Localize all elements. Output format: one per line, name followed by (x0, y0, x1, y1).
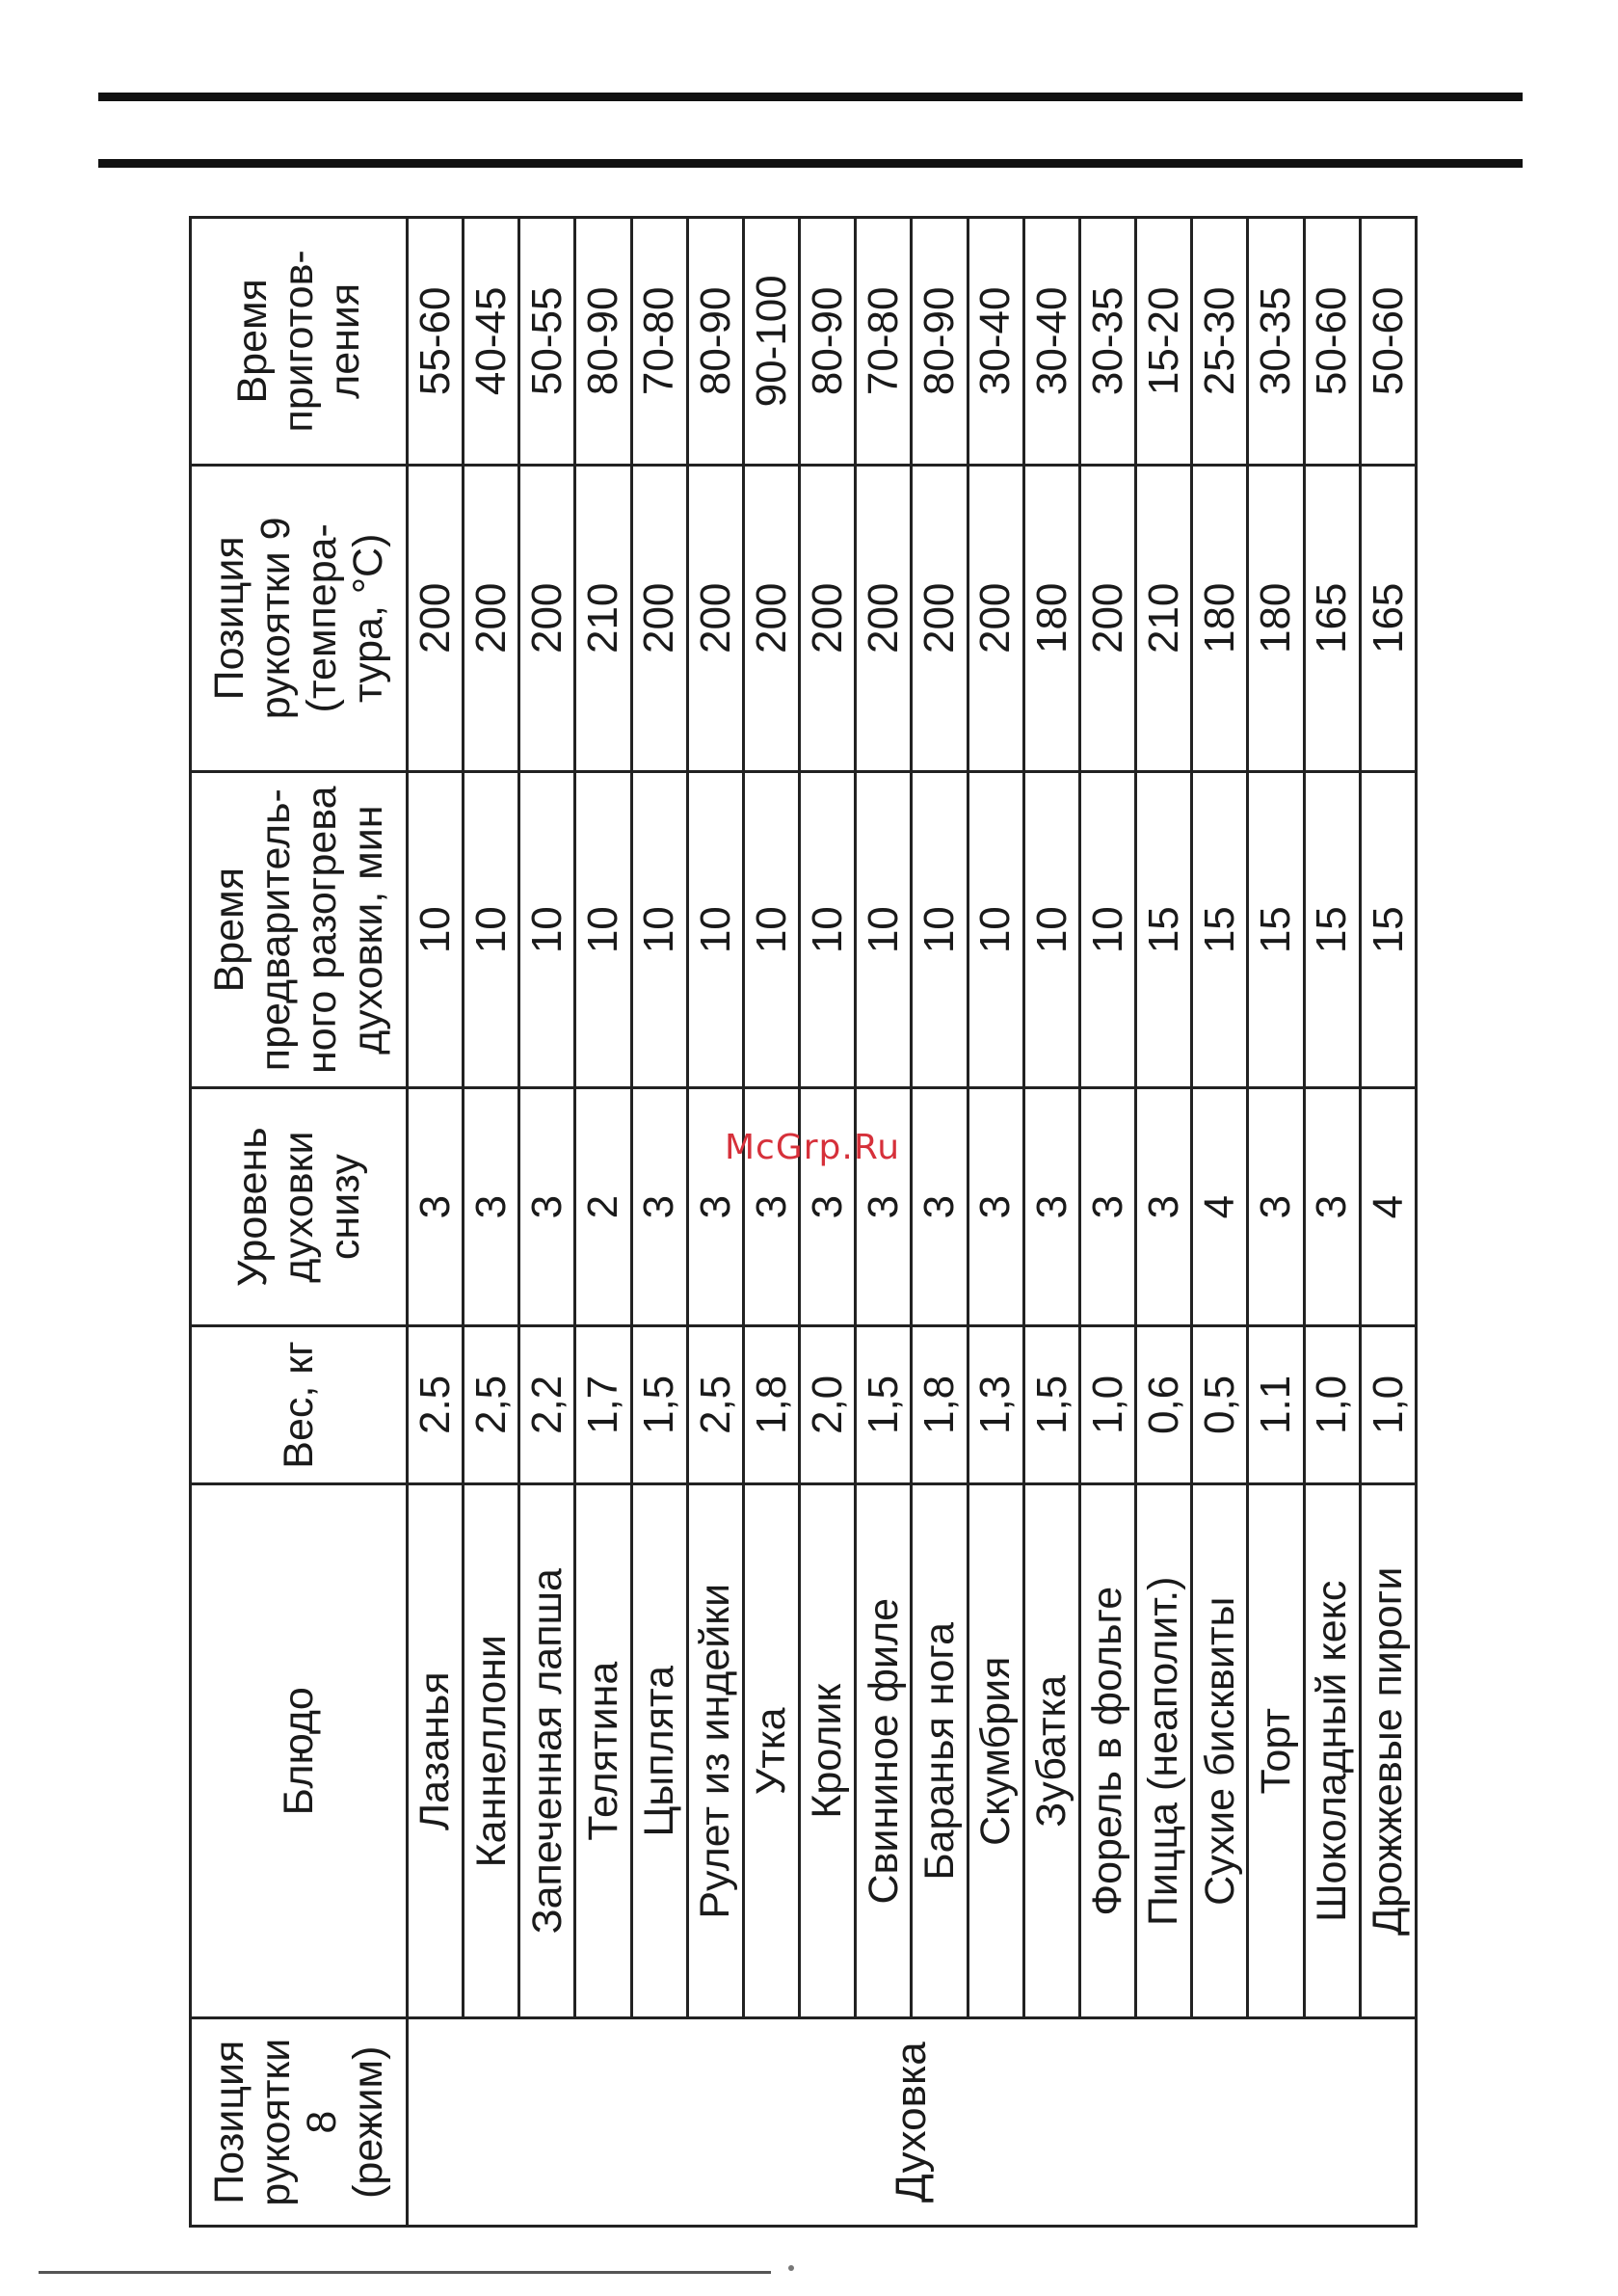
temperature-cell: 200 (464, 465, 519, 771)
header-weight: Вес, кг (191, 1325, 408, 1483)
time-cell: 80-90 (912, 218, 968, 466)
level-cell: 3 (1023, 1088, 1079, 1325)
time-cell: 30-35 (1079, 218, 1135, 466)
temperature-cell: 200 (631, 465, 687, 771)
preheat-cell: 10 (408, 771, 464, 1088)
dish-cell: Телятина (575, 1484, 631, 2018)
level-cell: 3 (1079, 1088, 1135, 1325)
temperature-cell: 200 (856, 465, 912, 771)
time-cell: 25-30 (1192, 218, 1248, 466)
weight-cell: 1,0 (1360, 1325, 1416, 1483)
level-cell: 3 (968, 1088, 1023, 1325)
time-cell: 50-60 (1360, 218, 1416, 466)
weight-cell: 1,8 (912, 1325, 968, 1483)
temperature-cell: 200 (408, 465, 464, 771)
table-row (912, 218, 968, 2227)
preheat-cell: 10 (912, 771, 968, 1088)
weight-cell: 2,0 (800, 1325, 856, 1483)
header-mode: Позиция рукоятки 8 (режим) (191, 2018, 408, 2227)
temperature-cell: 210 (1136, 465, 1192, 771)
time-cell: 80-90 (687, 218, 743, 466)
table-row (1192, 218, 1248, 2227)
preheat-cell: 10 (856, 771, 912, 1088)
time-cell: 50-55 (519, 218, 575, 466)
temperature-cell: 200 (519, 465, 575, 771)
dish-cell: Лазанья (408, 1484, 464, 2018)
preheat-cell: 15 (1192, 771, 1248, 1088)
table-row (687, 218, 743, 2227)
time-cell: 30-40 (968, 218, 1023, 466)
table-row (575, 218, 631, 2227)
preheat-cell: 10 (800, 771, 856, 1088)
header-temperature: Позиция рукоятки 9 (темпера-тура, °С) (191, 465, 408, 771)
header-row (191, 218, 408, 2227)
weight-cell: 1.1 (1248, 1325, 1304, 1483)
weight-cell: 1,3 (968, 1325, 1023, 1483)
dish-cell: Скумбрия (968, 1484, 1023, 2018)
table-row (968, 218, 1023, 2227)
watermark: McGrp.Ru (725, 1128, 901, 1167)
preheat-cell: 15 (1248, 771, 1304, 1088)
table-row (519, 218, 575, 2227)
time-cell: 55-60 (408, 218, 464, 466)
level-cell: 4 (1192, 1088, 1248, 1325)
temperature-cell: 165 (1304, 465, 1360, 771)
level-cell: 3 (1248, 1088, 1304, 1325)
second-rule (98, 159, 1523, 168)
time-cell: 70-80 (631, 218, 687, 466)
temperature-cell: 210 (575, 465, 631, 771)
level-cell: 3 (856, 1088, 912, 1325)
table-row (800, 218, 856, 2227)
level-cell: 2 (575, 1088, 631, 1325)
table-row (408, 218, 464, 2227)
time-cell: 50-60 (1304, 218, 1360, 466)
dish-cell: Запеченная лапша (519, 1484, 575, 2018)
preheat-cell: 10 (575, 771, 631, 1088)
temperature-cell: 200 (912, 465, 968, 771)
preheat-cell: 10 (743, 771, 799, 1088)
dish-cell: Баранья нога (912, 1484, 968, 2018)
weight-cell: 2,2 (519, 1325, 575, 1483)
weight-cell: 1,8 (743, 1325, 799, 1483)
temperature-cell: 200 (1079, 465, 1135, 771)
temperature-cell: 200 (800, 465, 856, 771)
level-cell: 3 (800, 1088, 856, 1325)
preheat-cell: 10 (1023, 771, 1079, 1088)
temperature-cell: 180 (1023, 465, 1079, 771)
dish-cell: Свининое филе (856, 1484, 912, 2018)
preheat-cell: 10 (687, 771, 743, 1088)
time-cell: 30-40 (1023, 218, 1079, 466)
table-row (1136, 218, 1192, 2227)
table-row (1023, 218, 1079, 2227)
level-cell: 3 (631, 1088, 687, 1325)
dish-cell: Пицца (неаполит.) (1136, 1484, 1192, 2018)
temperature-cell: 180 (1192, 465, 1248, 771)
header-time: Время приготов-ления (191, 218, 408, 466)
time-cell: 40-45 (464, 218, 519, 466)
footer-line (39, 2271, 771, 2274)
dish-cell: Шоколадный кекс (1304, 1484, 1360, 2018)
temperature-cell: 200 (968, 465, 1023, 771)
level-cell: 4 (1360, 1088, 1416, 1325)
dish-cell: Кролик (800, 1484, 856, 2018)
dish-cell: Торт (1248, 1484, 1304, 2018)
weight-cell: 1,5 (856, 1325, 912, 1483)
cooking-table-container (189, 216, 1418, 2228)
table-row (631, 218, 687, 2227)
dish-cell: Дрожжевые пироги (1360, 1484, 1416, 2018)
mode-cell: Духовка (408, 2018, 1417, 2227)
level-cell: 3 (1304, 1088, 1360, 1325)
table-row (464, 218, 519, 2227)
weight-cell: 0,5 (1192, 1325, 1248, 1483)
level-cell: 3 (464, 1088, 519, 1325)
dish-cell: Рулет из индейки (687, 1484, 743, 2018)
preheat-cell: 15 (1304, 771, 1360, 1088)
dish-cell: Цыплята (631, 1484, 687, 2018)
temperature-cell: 180 (1248, 465, 1304, 771)
level-cell: 3 (687, 1088, 743, 1325)
preheat-cell: 15 (1360, 771, 1416, 1088)
table-row (856, 218, 912, 2227)
dish-cell: Зубатка (1023, 1484, 1079, 2018)
level-cell: 3 (912, 1088, 968, 1325)
dish-cell: Форель в фольге (1079, 1484, 1135, 2018)
preheat-cell: 10 (968, 771, 1023, 1088)
level-cell: 3 (1136, 1088, 1192, 1325)
preheat-cell: 10 (1079, 771, 1135, 1088)
header-level: Уровень духовки снизу (191, 1088, 408, 1325)
dish-cell: Сухие бисквиты (1192, 1484, 1248, 2018)
level-cell: 3 (519, 1088, 575, 1325)
weight-cell: 1,0 (1304, 1325, 1360, 1483)
temperature-cell: 165 (1360, 465, 1416, 771)
table-row (1304, 218, 1360, 2227)
time-cell: 80-90 (575, 218, 631, 466)
preheat-cell: 10 (631, 771, 687, 1088)
weight-cell: 1,7 (575, 1325, 631, 1483)
weight-cell: 1,5 (1023, 1325, 1079, 1483)
preheat-cell: 10 (464, 771, 519, 1088)
temperature-cell: 200 (687, 465, 743, 771)
level-cell: 3 (743, 1088, 799, 1325)
header-preheat: Время предваритель-ного разогрева духовки, мин (191, 771, 408, 1088)
dish-cell: Каннеллони (464, 1484, 519, 2018)
table-row (1248, 218, 1304, 2227)
time-cell: 30-35 (1248, 218, 1304, 466)
time-cell: 15-20 (1136, 218, 1192, 466)
weight-cell: 2.5 (408, 1325, 464, 1483)
cooking-table (189, 216, 1418, 2228)
dish-cell: Утка (743, 1484, 799, 2018)
preheat-cell: 15 (1136, 771, 1192, 1088)
weight-cell: 2,5 (687, 1325, 743, 1483)
temperature-cell: 200 (743, 465, 799, 771)
weight-cell: 2,5 (464, 1325, 519, 1483)
footer-dot (788, 2265, 794, 2271)
weight-cell: 1,0 (1079, 1325, 1135, 1483)
level-cell: 3 (408, 1088, 464, 1325)
weight-cell: 0,6 (1136, 1325, 1192, 1483)
table-row (1079, 218, 1135, 2227)
top-rule (98, 93, 1523, 101)
time-cell: 90-100 (743, 218, 799, 466)
table-body (408, 218, 1417, 2227)
table-row (1360, 218, 1416, 2227)
table-row (743, 218, 799, 2227)
header-dish: Блюдо (191, 1484, 408, 2018)
time-cell: 80-90 (800, 218, 856, 466)
weight-cell: 1,5 (631, 1325, 687, 1483)
time-cell: 70-80 (856, 218, 912, 466)
preheat-cell: 10 (519, 771, 575, 1088)
